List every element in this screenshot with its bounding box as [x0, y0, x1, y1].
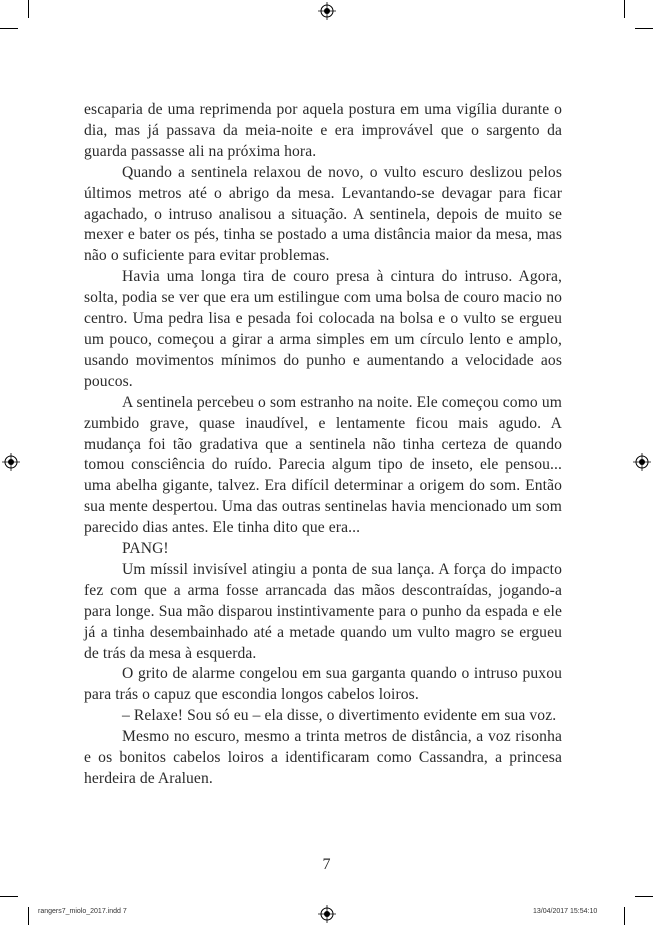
paragraph: PANG! — [122, 540, 169, 558]
crop-mark — [28, 0, 29, 18]
body-text — [84, 100, 562, 790]
paragraph: Havia uma longa tira de couro presa à cintura do intruso. Agora, solta, podia se ver que era um estilingue com uma bolsa de couro macio no centro. Uma pedra lisa e pesada foi colocada na bolsa e o vulto se ergueu um pouco, começou a girar a arma simples em um círculo lento e amplo, usando movimentos mínimos do punho e aumentando a velocidade aos poucos. — [84, 268, 562, 390]
crop-mark — [624, 907, 625, 925]
paragraph: Quando a sentinela relaxou de novo, o vulto escuro deslizou pelos últimos metros até o abrigo da mesa. Levantando-se devagar para ficar agachado, o intruso analisou a situação. A sentinela, depois de muito se mexer e bater os pés, tinha se postado a uma distância maior da mesa, mas não o suficiente para evitar problemas. — [84, 163, 562, 265]
paragraph: Mesmo no escuro, mesmo a trinta metros de distância, a voz risonha e os bonitos cabelos loiros a identificaram como Cassandra, a princesa herdeira de Araluen. — [84, 728, 562, 787]
registration-mark-icon — [633, 453, 651, 471]
page-number: 7 — [322, 856, 331, 873]
crop-mark — [635, 28, 653, 29]
registration-mark-icon — [318, 905, 336, 923]
print-slug-datetime: 13/04/2017 15:54:10 — [533, 908, 598, 915]
crop-mark — [0, 28, 18, 29]
crop-mark — [635, 896, 653, 897]
print-slug-file: rangers7_miolo_2017.indd 7 — [38, 908, 127, 915]
registration-mark-icon — [2, 453, 20, 471]
paragraph: escaparia de uma reprimenda por aquela postura em uma vigília durante o dia, mas já passava da meia-noite e era improvável que o sargento da guarda passasse ali na próxima hora. — [84, 101, 562, 160]
paragraph: – Relaxe! Sou só eu – ela disse, o divertimento evidente em sua voz. — [122, 707, 557, 725]
registration-mark-icon — [318, 2, 336, 20]
paragraph: Um míssil invisível atingiu a ponta de sua lança. A força do impacto fez com que a arma fosse arrancada das mãos descontraídas, jogando-a para longe. Sua mão disparou instintivamente para o punho da espada e ele já a tinha desembainhado até a metade quando um vulto magro se ergueu de trás da mesa à esquerda. — [84, 560, 562, 662]
paragraph: O grito de alarme congelou em sua garganta quando o intruso puxou para trás o capuz que escondia longos cabelos loiros. — [84, 665, 562, 704]
crop-mark — [624, 0, 625, 18]
crop-mark — [28, 907, 29, 925]
paragraph: A sentinela percebeu o som estranho na noite. Ele começou como um zumbido grave, quase inaudível, e lentamente ficou mais agudo. A mudança foi tão gradativa que a sentinela não tinha certeza de quando tomou consciência do ruído. Parecia algum tipo de inseto, ele pensou... uma abelha gigante, talvez. Era difícil determinar a origem do som. Então sua mente despertou. Uma das outras sentinelas havia mencionado um som parecido dias antes. Ele tinha dito que era... — [84, 393, 562, 537]
crop-mark — [0, 896, 18, 897]
